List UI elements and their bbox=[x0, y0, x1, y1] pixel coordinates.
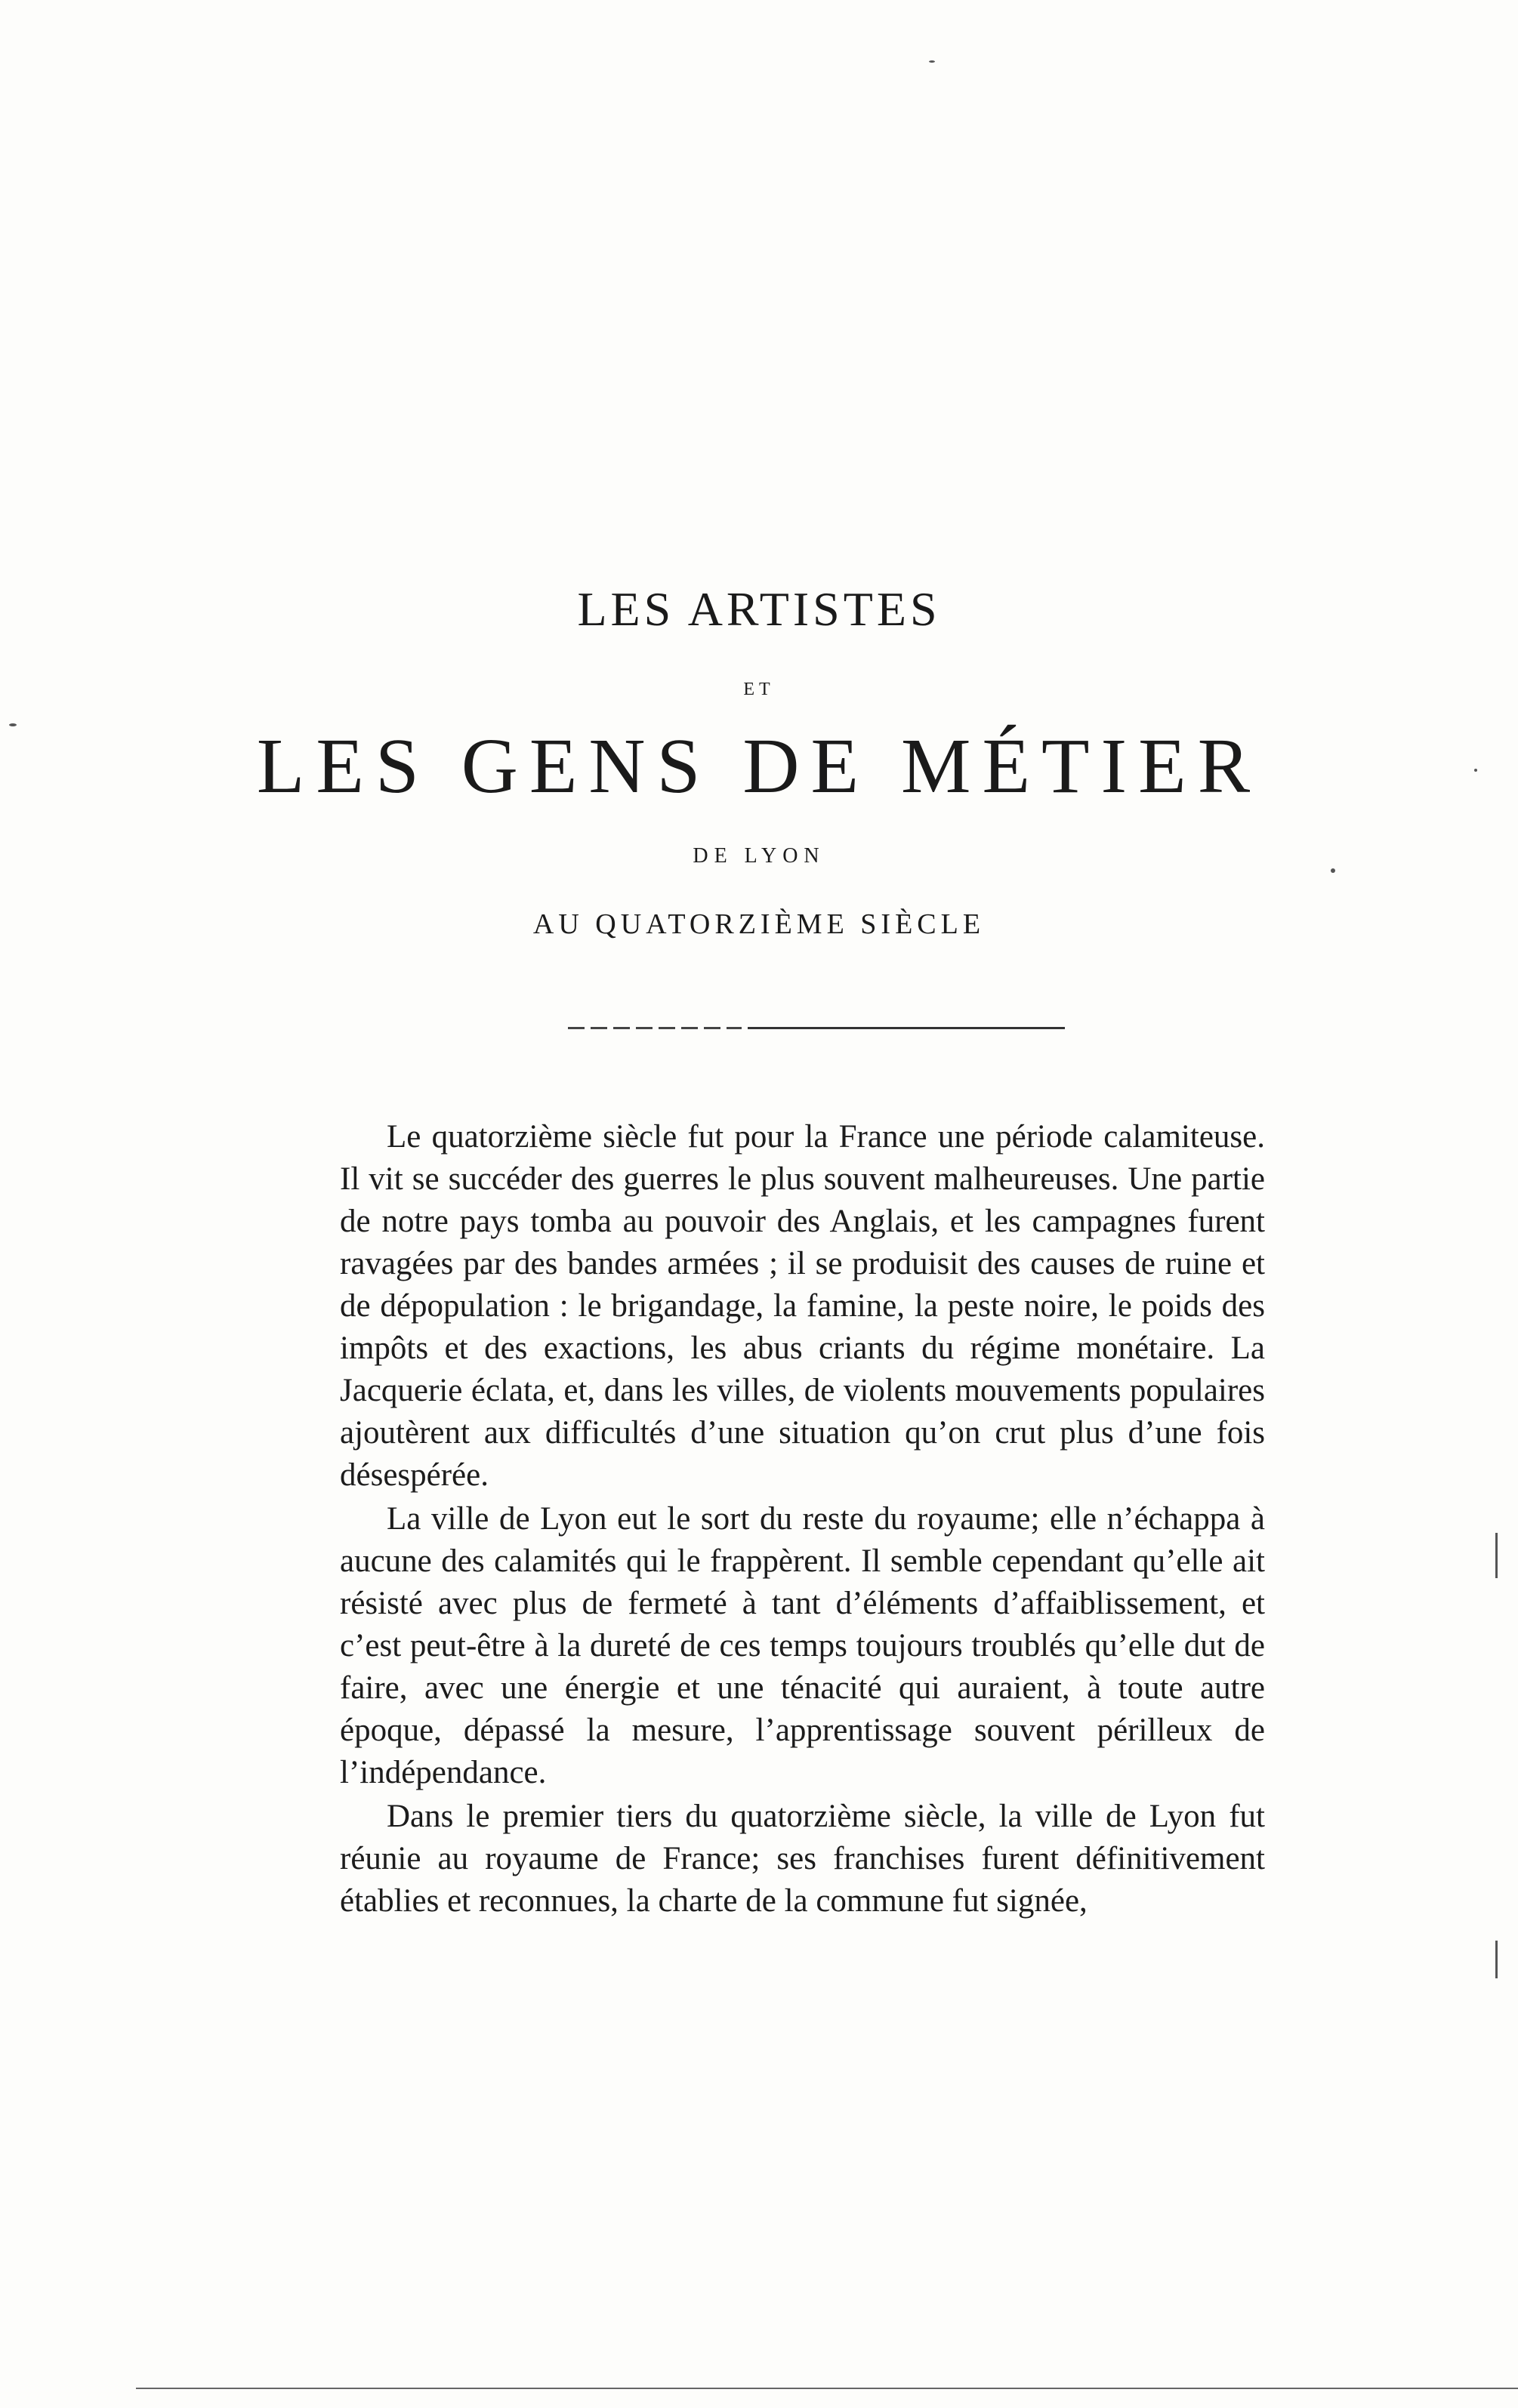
scan-speck bbox=[1474, 769, 1477, 772]
ornamental-rule-dashed bbox=[568, 1027, 742, 1029]
paragraph-1: Le quatorzième siècle fut pour la France une période calamiteuse. Il vit se succéder des guerres le plus souvent malheureuses. Une partie de notre pays tomba au pouvoir des Anglais, et les campagnes furent ravagées par des bandes armées ; il se produisit des causes de ruine et de dépopulation : le brigandage, la famine, la peste noire, le poids des impôts et des exactions, les abus criants du régime monétaire. La Jacquerie éclata, et, dans les villes, de violents mouvements populaires ajoutèrent aux difficultés d’une situation qu’on crut plus d’une fois désespérée. bbox=[340, 1119, 1265, 1493]
paragraph-2: La ville de Lyon eut le sort du reste du royaume; elle n’échappa à aucune des calamités qui le frappèrent. Il semble cependant qu’elle ait résisté avec plus de fermeté à tant d’éléments d’affaiblissement, et c’est peut-être à la dureté de ces temps toujours troublés qu’elle dut de faire, avec une énergie et une ténacité qui auraient, à toute autre époque, dépassé la mesure, l’apprentissage souvent périlleux de l’indépendance. bbox=[340, 1501, 1265, 1790]
scan-margin-mark bbox=[1495, 1941, 1498, 1978]
body-text bbox=[340, 1116, 1265, 1924]
scan-footer-rule bbox=[136, 2388, 1518, 2389]
main-title: LES GENS DE MÉTIER bbox=[256, 723, 1262, 809]
title-place: DE LYON bbox=[693, 844, 825, 868]
title-conjunction: ET bbox=[743, 680, 775, 699]
title-period: AU QUATORZIÈME SIÈCLE bbox=[532, 908, 986, 940]
scan-speck bbox=[929, 60, 935, 63]
scan-speck bbox=[9, 723, 17, 726]
scan-speck bbox=[1331, 868, 1335, 873]
paragraph-3: Dans le premier tiers du quatorzième siècle, la ville de Lyon fut réunie au royaume de France; ses franchises furent définitivement établies et reconnues, la charte de la commune fut signée, bbox=[340, 1799, 1265, 1919]
ornamental-rule-solid bbox=[748, 1027, 1065, 1029]
title-line-artistes: LES ARTISTES bbox=[577, 582, 941, 636]
scan-margin-mark bbox=[1495, 1533, 1498, 1578]
